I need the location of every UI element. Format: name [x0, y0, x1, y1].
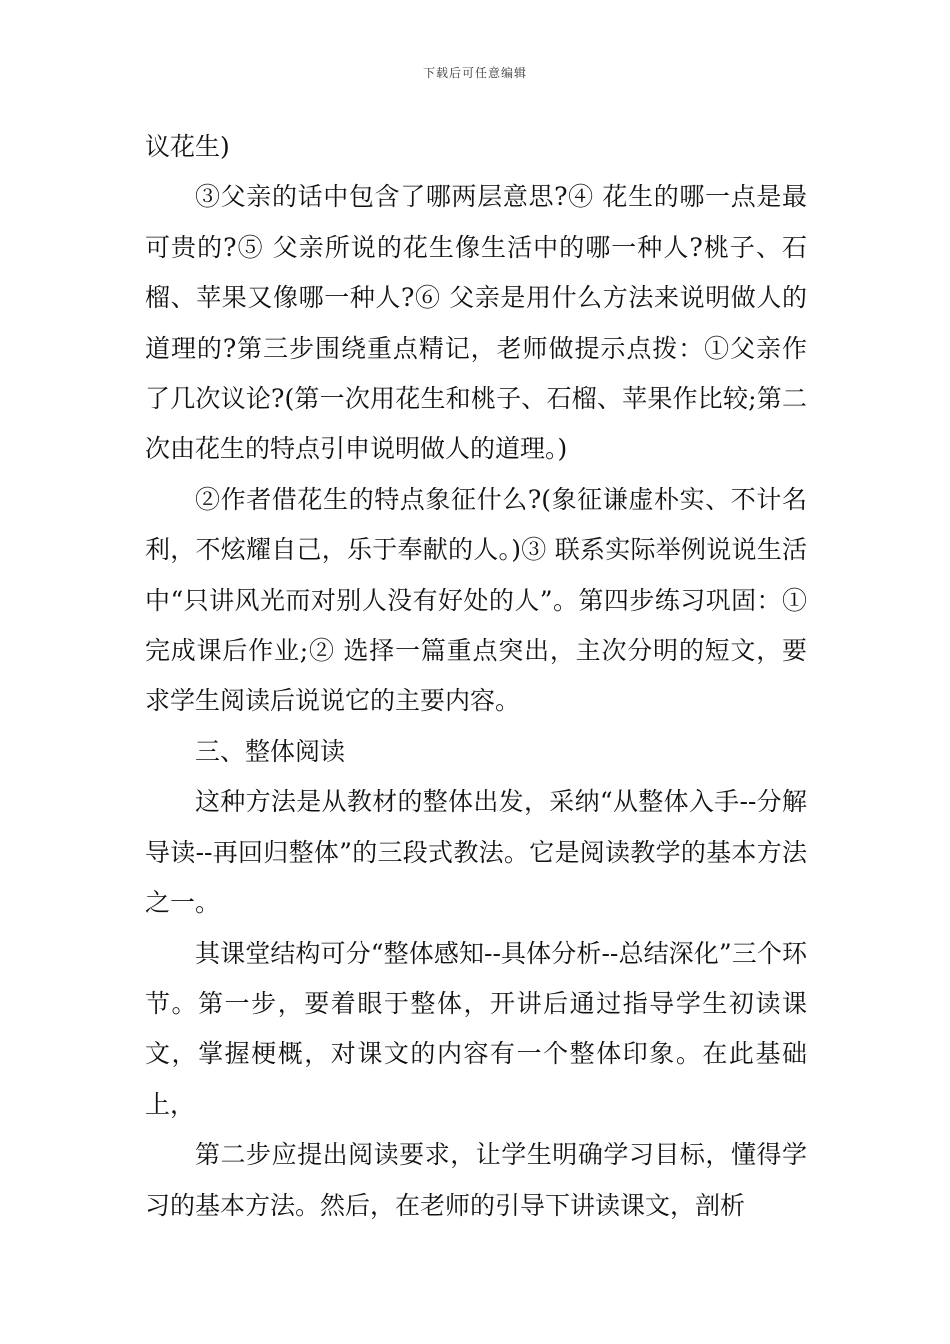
section-heading: 三、整体阅读 [195, 736, 346, 766]
page-header: 下载后可任意编辑 [422, 66, 527, 80]
paragraph-step-two: 第二步应提出阅读要求，让学生明确学习目标，懂得学习的基本方法。然后，在老师的引导下讲读课文，剖析 [145, 1140, 807, 1220]
paragraph-questions: ③父亲的话中包含了哪两层意思?④ 花生的哪一点是最可贵的?⑤ 父亲所说的花生像生活中的哪一种人?桃子、石榴、苹果又像哪一种人?⑥ 父亲是用什么方法来说明做人的道理的?第三步围绕重点精记，老师做提示点拨：①父亲作了几次议论?(第一次用花生和桃子、石榴、苹果作比较;第二次由花生的特点引申说明做人的道理。) [145, 182, 807, 464]
paragraph-method: 这种方法是从教材的整体出发，采纳“从整体入手--分解导读--再回归整体”的三段式教法。它是阅读教学的基本方法之一。 [145, 787, 807, 918]
document-body [145, 122, 807, 1231]
paragraph-continuation: 议花生) [145, 132, 230, 161]
paragraph-structure: 其课堂结构可分“整体感知--具体分析--总结深化”三个环节。第一步，要着眼于整体，开讲后通过指导学生初读课文，掌握梗概，对课文的内容有一个整体印象。在此基础上， [145, 938, 807, 1119]
paragraph-symbolism: ②作者借花生的特点象征什么?(象征谦虚朴实、不计名利，不炫耀自己，乐于奉献的人。)③ 联系实际举例说说生活中“只讲风光而对别人没有好处的人”。第四步练习巩固：①完成课后作业;② 选择一篇重点突出，主次分明的短文，要求学生阅读后说说它的主要内容。 [145, 484, 807, 716]
